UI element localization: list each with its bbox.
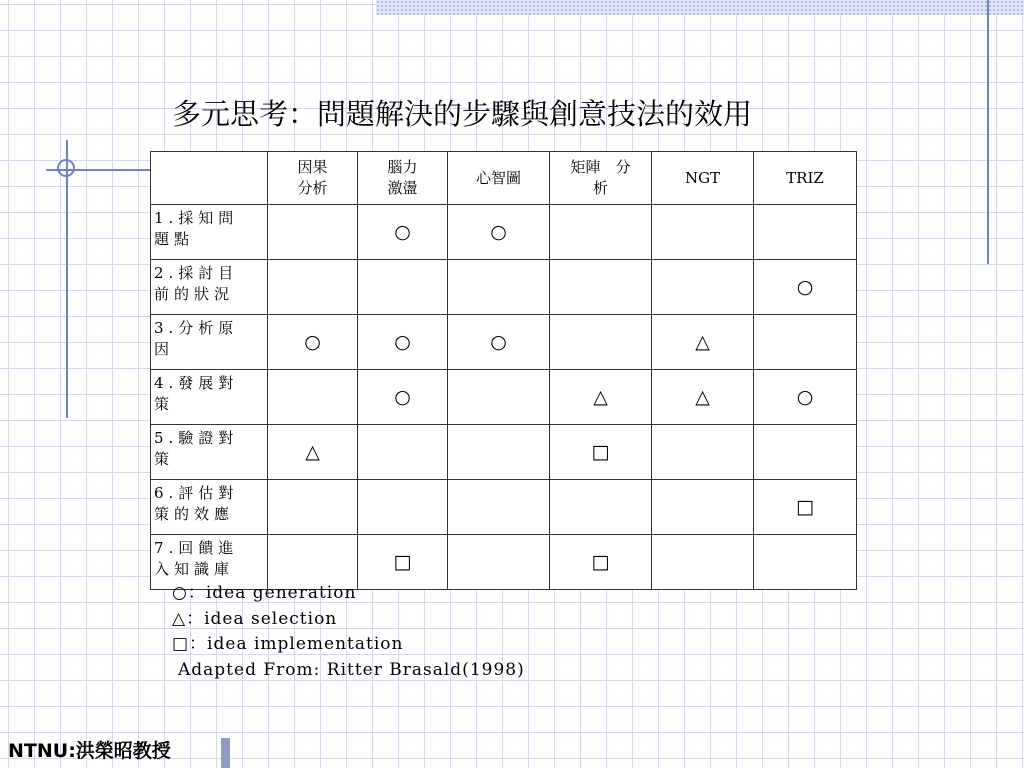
legend-item-implementation: □：idea implementation: [172, 634, 404, 654]
column-header-matrix-analysis: 矩陣 分 析: [550, 152, 652, 205]
footer-accent-bar: [221, 738, 230, 768]
table-cell: [652, 425, 754, 480]
table-cell: [550, 260, 652, 315]
table-row: [151, 205, 857, 260]
circle-ornament-icon: [57, 159, 75, 177]
corner-cell: [151, 152, 268, 205]
column-header-mind-map: 心智圖: [448, 152, 550, 205]
table-cell: ○: [268, 315, 358, 370]
table-cell: [652, 480, 754, 535]
row-label: 7.回饋進 入知識庫: [151, 535, 268, 590]
table-cell: ○: [358, 315, 448, 370]
table-row: [151, 315, 857, 370]
row-label: 4.發展對 策: [151, 370, 268, 425]
header-row: [151, 152, 857, 205]
table-cell: [448, 260, 550, 315]
table-cell: [268, 205, 358, 260]
table-cell: [358, 425, 448, 480]
table-cell: △: [268, 425, 358, 480]
table-cell: [550, 480, 652, 535]
table-cell: ○: [754, 370, 857, 425]
technique-matrix-table: [150, 151, 857, 590]
table-cell: [652, 260, 754, 315]
column-header-brainstorming: 腦力 激盪: [358, 152, 448, 205]
table-cell: ○: [448, 315, 550, 370]
table-cell: [550, 205, 652, 260]
legend-item-generation: ○：idea generation: [172, 583, 357, 603]
table-cell: □: [550, 425, 652, 480]
table-cell: [358, 260, 448, 315]
table-row: [151, 425, 857, 480]
legend-item-selection: △：idea selection: [172, 608, 338, 629]
table-cell: [448, 370, 550, 425]
table-cell: [268, 480, 358, 535]
column-header-cause-analysis: 因果 分析: [268, 152, 358, 205]
table-cell: □: [358, 535, 448, 590]
legend: [172, 581, 525, 683]
top-decorative-band: [376, 0, 1024, 15]
row-label: 2.採討目 前的狀況: [151, 260, 268, 315]
table-cell: △: [652, 370, 754, 425]
table-cell: [754, 425, 857, 480]
right-vertical-rule: [987, 0, 989, 264]
table-cell: [268, 260, 358, 315]
table-cell: [448, 425, 550, 480]
row-label: 5.驗證對 策: [151, 425, 268, 480]
table-cell: ○: [358, 205, 448, 260]
table-row: [151, 260, 857, 315]
row-label: 1.採知問 題點: [151, 205, 268, 260]
row-label: 3.分析原 因: [151, 315, 268, 370]
table-cell: ○: [448, 205, 550, 260]
table-cell: [358, 480, 448, 535]
table-row: [151, 370, 857, 425]
table-cell: [754, 315, 857, 370]
table-cell: ○: [754, 260, 857, 315]
table-cell: [652, 205, 754, 260]
table-cell: ○: [358, 370, 448, 425]
table-cell: [448, 480, 550, 535]
table-cell: [268, 370, 358, 425]
table-cell: △: [550, 370, 652, 425]
table-cell: [754, 205, 857, 260]
row-label: 6.評估對 策的效應: [151, 480, 268, 535]
column-header-ngt: NGT: [652, 152, 754, 205]
slide-title: 多元思考：問題解決的步驟與創意技法的效用: [172, 97, 753, 131]
table-cell: □: [754, 480, 857, 535]
table-cell: □: [550, 535, 652, 590]
table-cell: [550, 315, 652, 370]
footer-author: NTNU:洪榮昭教授: [8, 740, 171, 762]
source-citation: Adapted From: Ritter Brasald(1998): [178, 659, 525, 680]
table-cell: [754, 535, 857, 590]
table-cell: △: [652, 315, 754, 370]
table-row: [151, 480, 857, 535]
left-vertical-rule: [66, 140, 68, 418]
table-cell: [652, 535, 754, 590]
column-header-triz: TRIZ: [754, 152, 857, 205]
